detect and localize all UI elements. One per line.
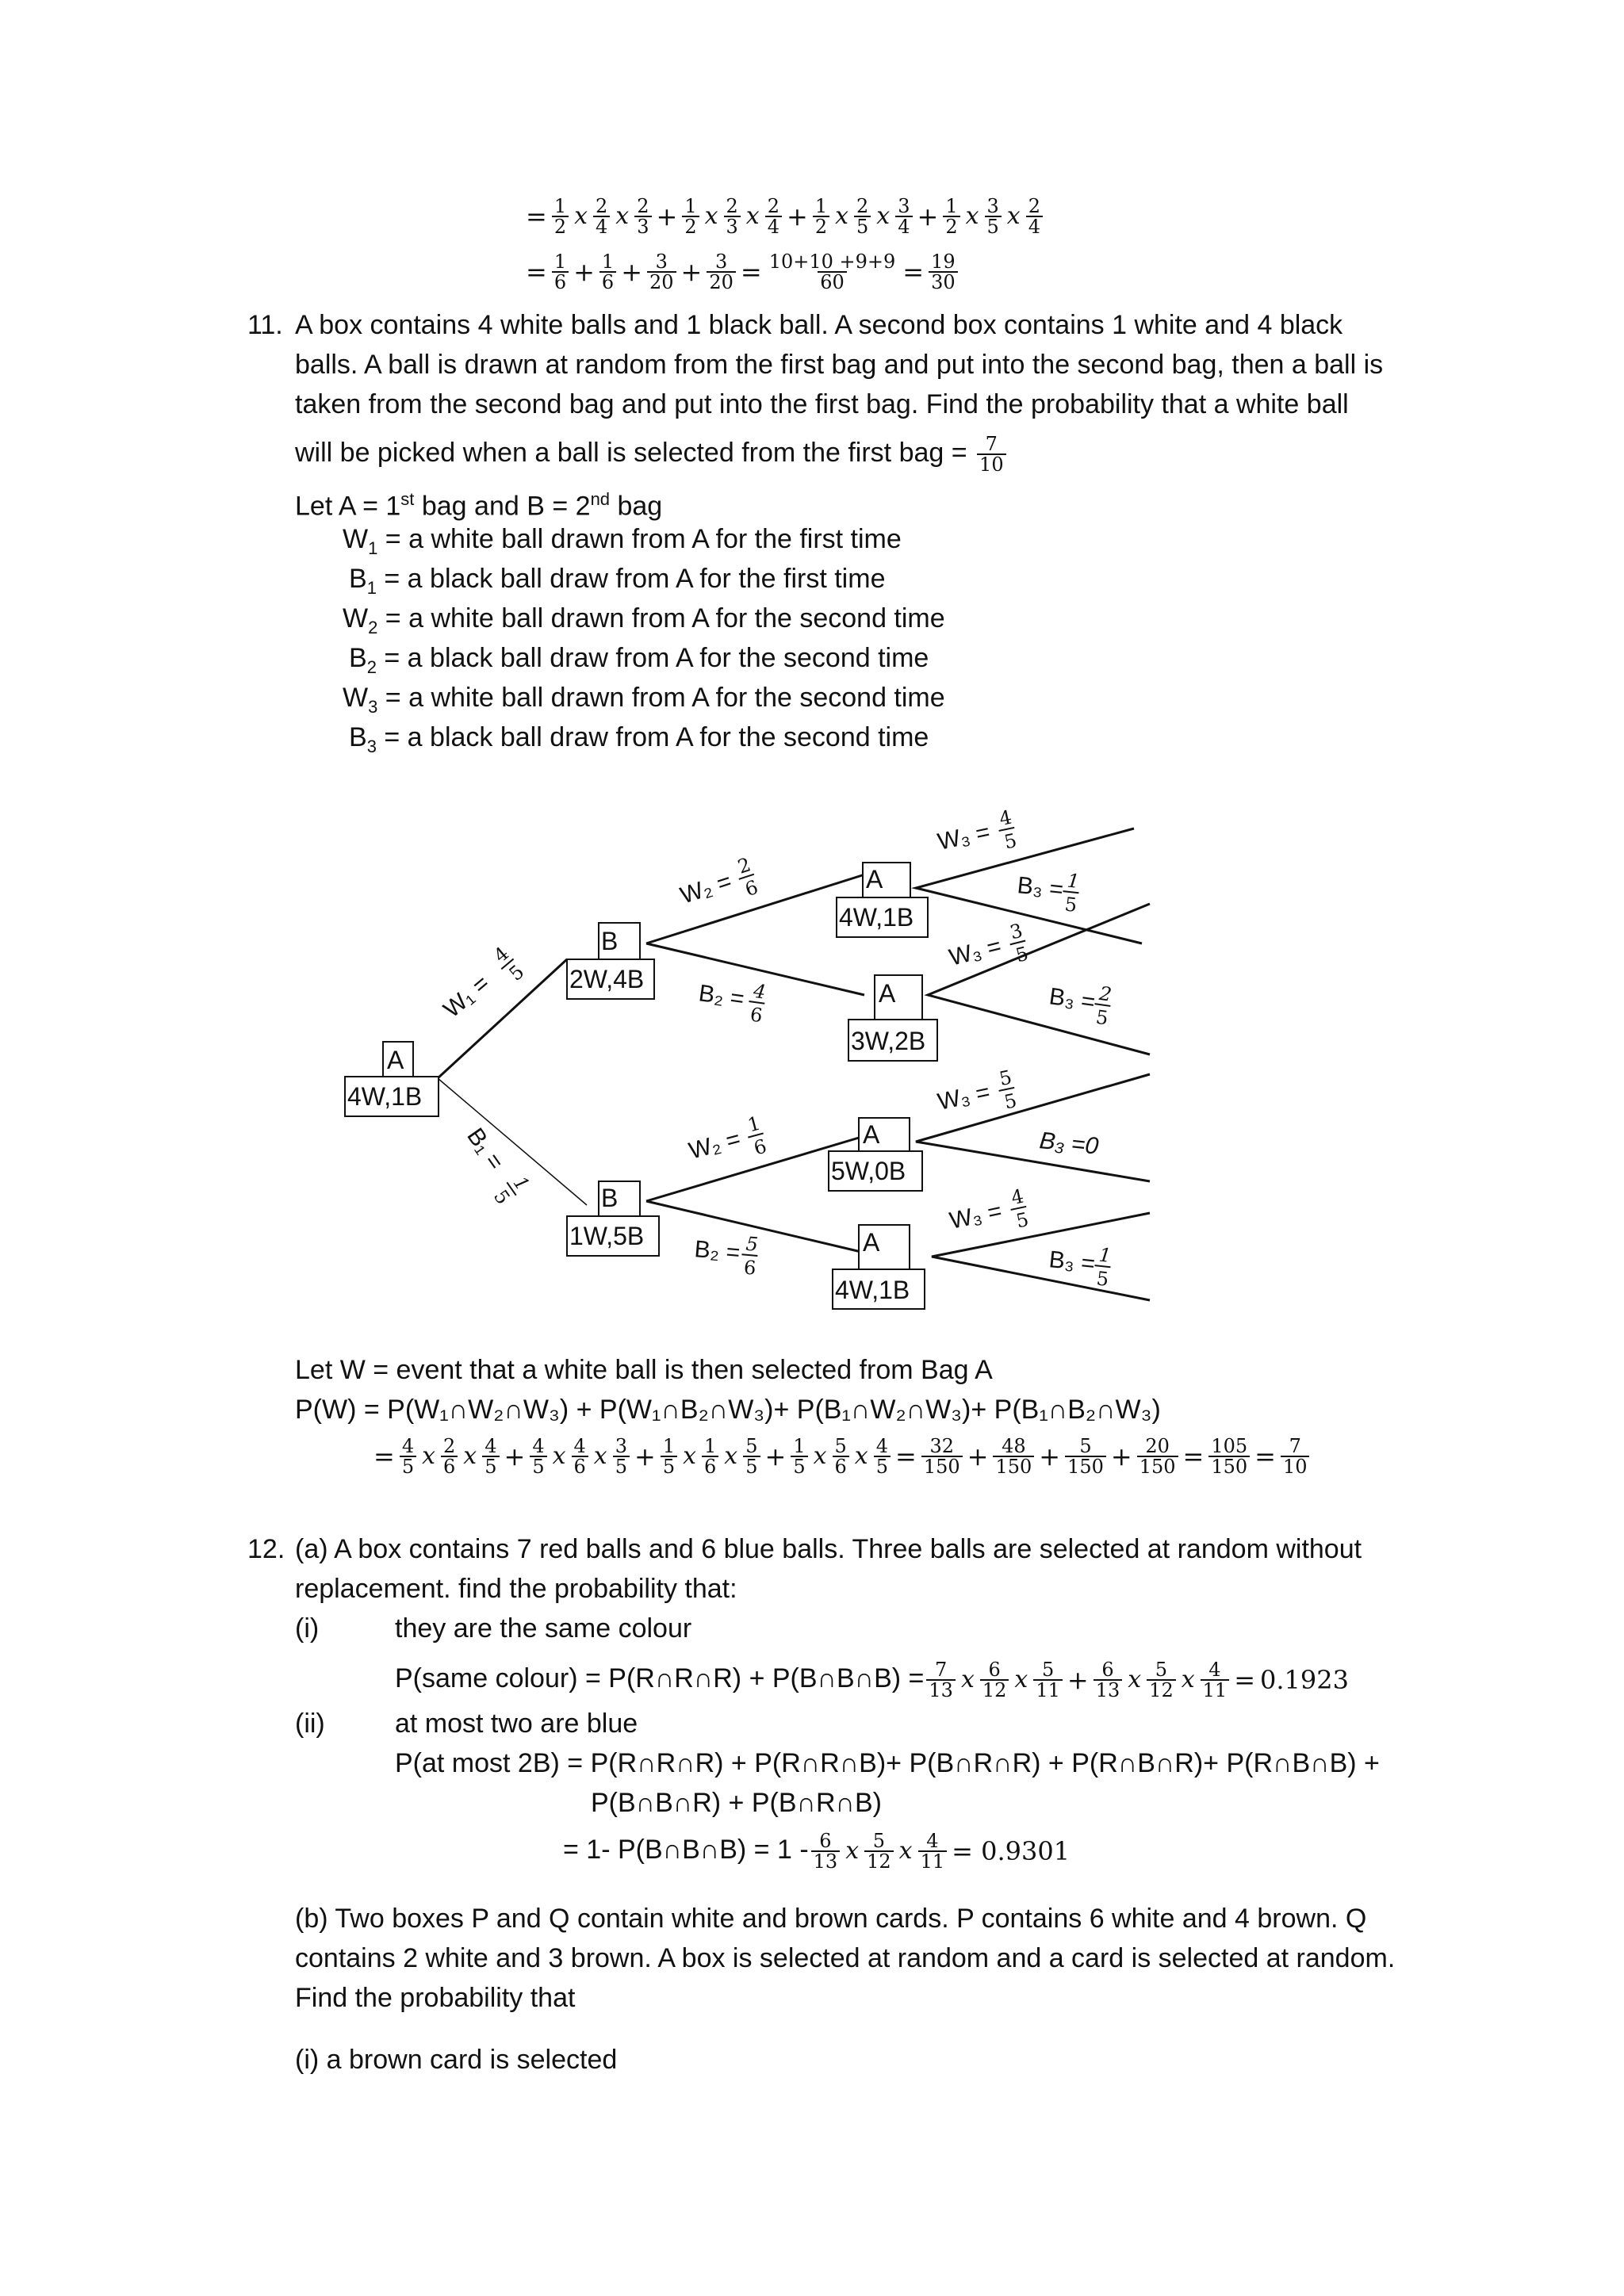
times-sign: x: [704, 202, 718, 230]
fraction: $\frac{1}{6}$: [552, 252, 569, 292]
operator: +: [634, 1441, 656, 1471]
fraction: $\frac{10+10 +9+9}{60}$: [768, 251, 896, 293]
svg-text:B₃ =0: B₃ =0: [1038, 1127, 1100, 1160]
svg-text:1: 1: [1066, 869, 1081, 894]
definition-row: $B_3 = a$ black ball draw from A for the second time: [349, 722, 929, 756]
label-w3-a: [934, 806, 1020, 867]
q12a-text-line-1: (a) A box contains 7 red balls and 6 blue balls. Three balls are selected at random without: [295, 1534, 1362, 1564]
q11-let-w: Let W = event that a white ball is then selected from Bag A: [295, 1355, 993, 1385]
fraction: $\frac{6}{13}$: [811, 1831, 841, 1871]
fraction: $\frac{48}{150}$: [993, 1437, 1034, 1476]
svg-text:4: 4: [489, 942, 514, 967]
fraction: $\frac{2}{3}$: [724, 197, 741, 236]
svg-text:5: 5: [489, 1185, 515, 1209]
times-sign: x: [552, 1442, 566, 1470]
fraction: $\frac{5}{11}$: [1033, 1660, 1063, 1700]
fraction-chain: [924, 1659, 1351, 1701]
fraction: $\frac{4}{5}$: [874, 1437, 891, 1476]
svg-text:5: 5: [1002, 828, 1019, 854]
fraction: $\frac{1}{6}$: [599, 252, 616, 292]
q11-answer-fraction: $\frac{7}{10}$: [977, 434, 1006, 474]
times-sign: x: [1128, 1666, 1142, 1693]
svg-text:1: 1: [745, 1112, 763, 1137]
operator: +: [504, 1441, 526, 1471]
q12a-ii-equation-1: P(at most 2B) = P(R∩R∩R) + P(R∩R∩B)+ P(B∩R∩R) + P(R∩B∩R)+ P(R∩B∩B) +: [395, 1748, 1380, 1778]
q11-text-line-2: balls. A ball is drawn at random from the first bag and put into the second bag, then a ball is: [295, 350, 1384, 380]
svg-text:5: 5: [745, 1232, 760, 1256]
svg-text:5: 5: [1013, 942, 1031, 967]
q12a-i-text: they are the same colour: [395, 1613, 692, 1644]
operator: +: [787, 201, 808, 232]
node-b-upper-label: 2W,4B: [569, 965, 645, 993]
svg-text:4: 4: [1009, 1184, 1026, 1210]
operator: +: [621, 257, 642, 287]
operator: =: [902, 257, 925, 287]
svg-text:5: 5: [1095, 1267, 1110, 1291]
fraction: $\frac{5}{5}$: [743, 1437, 760, 1476]
fraction: $\frac{4}{11}$: [918, 1831, 948, 1871]
fraction: $\frac{2}{6}$: [441, 1437, 458, 1476]
node-root-label: 4W,1B: [347, 1082, 423, 1111]
svg-text:W₃ =: W₃ =: [946, 932, 1005, 971]
node-a3-bag-label: A: [863, 1120, 880, 1149]
svg-text:5: 5: [1063, 893, 1078, 916]
label-b3-c: [1038, 1127, 1100, 1160]
definition-row: $W_2 = a$ white ball drawn from A for the second time: [343, 603, 945, 637]
svg-text:W₁ =: W₁ =: [439, 970, 495, 1024]
q12a-text-line-2: replacement. find the probability that:: [295, 1574, 737, 1604]
node-b-lower-bag-label: B: [601, 1184, 619, 1212]
continued-equation-2: = $\frac{1}{6}$ + $\frac{1}{6}$ + $\frac{3}{20}$ + $\frac{3}{20}$ = $\frac{10+10 +9+9}{60}$ = $\frac{19}{30}$: [523, 252, 960, 292]
svg-text:4: 4: [752, 979, 768, 1004]
svg-text:W₃ =: W₃ =: [935, 1078, 993, 1115]
fraction: $\frac{4}{5}$: [530, 1437, 546, 1476]
times-sign: x: [876, 202, 891, 230]
node-a4-bag-label: A: [863, 1228, 880, 1257]
svg-text:6: 6: [751, 1135, 769, 1160]
fraction: $\frac{3}{5}$: [985, 197, 1002, 236]
svg-text:5: 5: [1002, 1089, 1019, 1114]
operator: =: [895, 1441, 917, 1471]
times-sign: x: [813, 1442, 827, 1470]
times-sign: x: [574, 202, 588, 230]
fraction: $\frac{2}{4}$: [1026, 197, 1043, 236]
label-b3-d: [1047, 1238, 1113, 1291]
node-b-lower-label: 1W,5B: [569, 1222, 645, 1250]
fraction: $\frac{2}{5}$: [854, 197, 871, 236]
svg-text:6: 6: [742, 875, 761, 901]
definition-row: $W_1 = a$ white ball drawn from A for the first time: [343, 524, 902, 558]
fraction: $\frac{6}{12}$: [980, 1660, 1009, 1700]
label-b3-a: [1015, 864, 1082, 916]
branch-w3-b3-a2: [928, 904, 1150, 1054]
label-w3-b: [944, 919, 1031, 982]
label-w1: [434, 942, 529, 1032]
svg-text:W₃ =: W₃ =: [947, 1197, 1005, 1234]
times-sign: x: [1181, 1666, 1195, 1693]
fraction: $\frac{5}{12}$: [1147, 1660, 1176, 1700]
operator: +: [680, 257, 703, 287]
svg-text:W₂ =: W₂ =: [686, 1125, 744, 1165]
fraction: $\frac{1}{2}$: [552, 197, 569, 236]
q11-pw-calculation: [371, 1437, 1312, 1476]
fraction: $\frac{1}{5}$: [661, 1437, 677, 1476]
operator: +: [917, 201, 939, 232]
fraction: $\frac{2}{4}$: [593, 197, 610, 236]
operator: =: [373, 1441, 395, 1471]
svg-text:B₁ =: B₁ =: [462, 1123, 509, 1175]
q11-pw-equation: P(W) = P(W₁∩W₂∩W₃) + P(W₁∩B₂∩W₃)+ P(B₁∩W₂∩W₃)+ P(B₁∩B₂∩W₃): [295, 1395, 1161, 1425]
times-sign: x: [463, 1442, 477, 1470]
fraction: $\frac{3}{20}$: [647, 252, 676, 292]
fraction: $\frac{1}{2}$: [682, 197, 699, 236]
node-a1-bag-label: A: [866, 865, 883, 894]
fraction-chain: [371, 1435, 1312, 1478]
svg-text:B₃ =: B₃ =: [1048, 1246, 1097, 1278]
fraction: $\frac{4}{6}$: [572, 1437, 588, 1476]
svg-text:W₃ =: W₃ =: [935, 818, 993, 855]
operator: 0.1923: [1260, 1665, 1349, 1695]
svg-text:6: 6: [749, 1003, 764, 1027]
q11-text-line-3: taken from the second bag and put into the first bag. Find the probability that a white ball: [295, 389, 1349, 419]
node-a2-label: 3W,2B: [851, 1027, 926, 1055]
operator: +: [1110, 1441, 1132, 1471]
svg-text:2: 2: [1097, 982, 1113, 1006]
operator: +: [764, 1441, 787, 1471]
times-sign: x: [683, 1442, 697, 1470]
fraction: $\frac{1}{2}$: [813, 197, 829, 236]
times-sign: x: [835, 202, 849, 230]
svg-text:B₃ =: B₃ =: [1016, 872, 1065, 904]
operator: +: [1039, 1441, 1061, 1471]
svg-text:6: 6: [742, 1256, 757, 1280]
times-sign: x: [593, 1442, 607, 1470]
q12a-ii-label: (ii): [295, 1709, 325, 1739]
fraction: $\frac{4}{5}$: [482, 1437, 499, 1476]
times-sign: x: [854, 1442, 868, 1470]
fraction: $\frac{1}{5}$: [791, 1437, 807, 1476]
node-root-bag-label: A: [387, 1046, 404, 1074]
fraction: $\frac{7}{10}$: [1281, 1437, 1310, 1476]
fraction: $\frac{1}{2}$: [943, 197, 959, 236]
node-a4-label: 4W,1B: [835, 1276, 910, 1304]
q11-let-bags: Let A = 1st bag and B = 2nd bag: [295, 489, 663, 522]
label-b2-upper: [695, 972, 768, 1027]
fraction: $\frac{3}{5}$: [613, 1437, 630, 1476]
times-sign: x: [724, 1442, 738, 1470]
operator: = 0.9301: [952, 1836, 1071, 1866]
question-number-11: 11.: [247, 310, 283, 340]
fraction: $\frac{4}{5}$: [400, 1437, 416, 1476]
node-a1-label: 4W,1B: [839, 903, 914, 932]
q11-text-line-1: A box contains 4 white balls and 1 black ball. A second box contains 1 white and 4 black: [295, 310, 1343, 340]
operator: =: [740, 257, 762, 287]
fraction: $\frac{20}{150}$: [1137, 1437, 1178, 1476]
svg-text:4: 4: [997, 806, 1014, 831]
times-sign: x: [422, 1442, 436, 1470]
svg-text:B₃ =: B₃ =: [1048, 983, 1097, 1016]
svg-text:B₂ =: B₂ =: [693, 1236, 741, 1266]
q11-text-line-4: will be picked when a ball is selected from the first bag = $\frac{7}{10}$: [295, 434, 1009, 474]
svg-text:5: 5: [504, 960, 529, 985]
q12a-ii-equation-3: = 1- P(B∩B∩B) = 1 - $\frac{6}{13}$ x $\frac{5}{12}$ x $\frac{4}{11}$ = 0.9301: [563, 1831, 1072, 1871]
definition-row: $W_3 = a$ white ball drawn from A for the second time: [343, 683, 945, 717]
label-b1: [452, 1119, 534, 1209]
operator: +: [656, 201, 678, 232]
times-sign: x: [845, 1837, 860, 1865]
operator: +: [573, 257, 595, 287]
fraction: $\frac{1}{6}$: [702, 1437, 718, 1476]
svg-text:5: 5: [997, 1066, 1014, 1091]
times-sign: x: [745, 202, 760, 230]
fraction: $\frac{2}{4}$: [765, 197, 782, 236]
q12b-text-line-3: Find the probability that: [295, 1983, 576, 2013]
svg-text:1: 1: [1097, 1243, 1113, 1268]
q12a-ii-text: at most two are blue: [395, 1709, 638, 1739]
svg-text:5: 5: [1094, 1005, 1110, 1030]
q12b-text-line-2: contains 2 white and 3 brown. A box is selected at random and a card is selected at random.: [295, 1943, 1396, 1973]
fraction: $\frac{5}{6}$: [833, 1437, 849, 1476]
svg-text:1: 1: [508, 1172, 534, 1196]
svg-text:5: 5: [1013, 1207, 1031, 1233]
svg-text:3: 3: [1007, 919, 1025, 944]
label-b2-lower: [692, 1228, 760, 1280]
operator: +: [1067, 1665, 1089, 1695]
fraction: $\frac{4}{11}$: [1201, 1660, 1230, 1700]
q12b-text-line-1: (b) Two boxes P and Q contain white and brown cards. P contains 6 white and 4 brown. Q: [295, 1904, 1367, 1934]
operator: +: [967, 1441, 989, 1471]
fraction: $\frac{6}{13}$: [1094, 1660, 1123, 1700]
label-w3-d: [946, 1184, 1032, 1246]
times-sign: x: [965, 202, 979, 230]
label-b3-b: [1046, 975, 1113, 1029]
node-a3-label: 5W,0B: [831, 1157, 906, 1185]
fraction: $\frac{2}{3}$: [634, 197, 651, 236]
svg-text:2: 2: [734, 853, 754, 878]
operator: =: [1234, 1665, 1255, 1695]
q12b-i-text: (i) a brown card is selected: [295, 2045, 618, 2075]
fraction: $\frac{5}{150}$: [1065, 1437, 1106, 1476]
label-w2-lower: [684, 1112, 770, 1176]
times-sign: x: [615, 202, 630, 230]
svg-text:B₂ =: B₂ =: [697, 980, 746, 1012]
times-sign: x: [898, 1837, 913, 1865]
fraction: $\frac{3}{20}$: [707, 252, 736, 292]
times-sign: x: [960, 1666, 975, 1693]
question-number-12: 12.: [247, 1534, 285, 1564]
definition-row: $B_2 = a$ black ball draw from A for the second time: [349, 643, 929, 677]
svg-text:W₂ =: W₂ =: [676, 867, 735, 909]
fraction: $\frac{7}{13}$: [926, 1660, 956, 1700]
operator: =: [1254, 1441, 1276, 1471]
times-sign: x: [1006, 202, 1021, 230]
label-w3-c: [934, 1066, 1020, 1127]
operator: =: [1182, 1441, 1205, 1471]
times-sign: x: [1014, 1666, 1028, 1693]
fraction: $\frac{32}{150}$: [921, 1437, 963, 1476]
node-b-upper-bag-label: B: [601, 927, 619, 955]
q12a-i-equation: P(same colour) = P(R∩R∩R) + P(B∩B∩B) = $\frac{7}{13}$ x $\frac{6}{12}$ x $\frac{5}{11}$ + $\frac{6}{13}$ x $\frac{5}{12}$ x $\frac{4}{11}$ = 0.1923: [395, 1660, 1351, 1700]
fraction: $\frac{5}{12}$: [864, 1831, 894, 1871]
fraction: $\frac{105}{150}$: [1208, 1437, 1250, 1476]
q12a-ii-equation-2: P(B∩B∩R) + P(B∩R∩B): [591, 1788, 882, 1818]
fraction: $\frac{3}{4}$: [895, 197, 912, 236]
fraction: $\frac{19}{30}$: [929, 252, 958, 292]
node-a2-bag-label: A: [879, 979, 896, 1008]
continued-equation-1: = $\frac{1}{2}$ x $\frac{2}{4}$ x $\frac{2}{3}$ + $\frac{1}{2}$ x $\frac{2}{3}$ x $\frac{2}{4}$ + $\frac{1}{2}$ x $\frac{2}{5}$ x $\frac{3}{4}$ + $\frac{1}{2}$ x $\frac{3}{5}$ x $\frac{2}{4}$: [523, 197, 1045, 236]
q12a-i-label: (i): [295, 1613, 320, 1644]
definition-row: $B_1 = a$ black ball draw from A for the first time: [349, 564, 886, 598]
